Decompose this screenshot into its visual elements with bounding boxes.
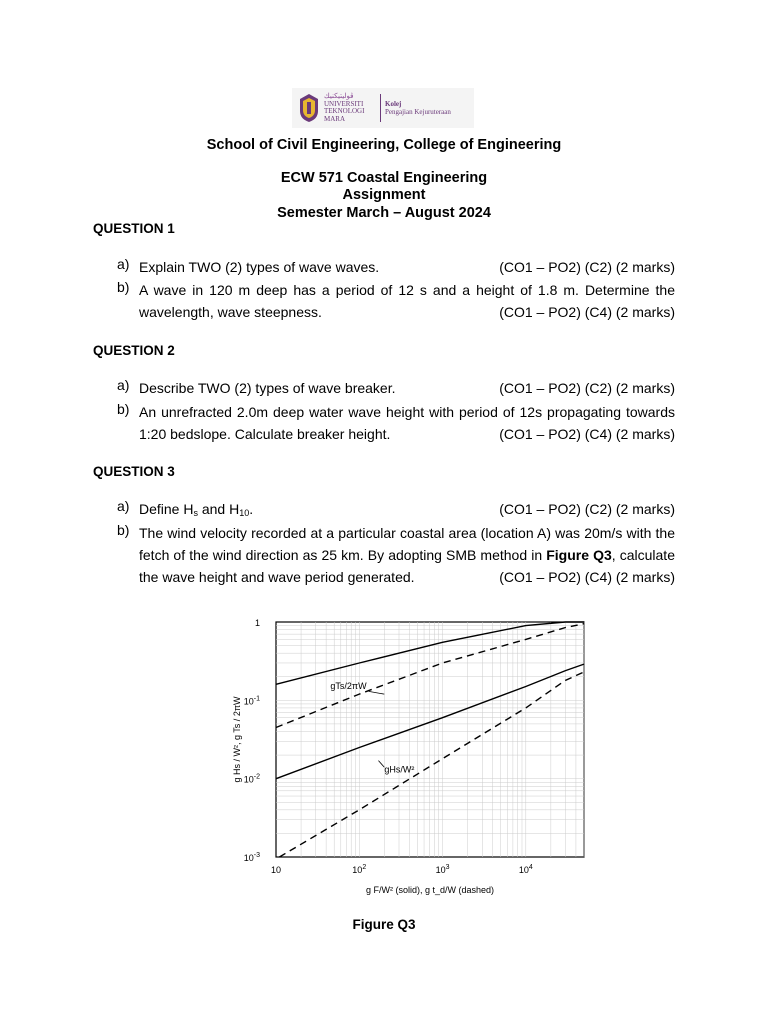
q2b-line-2: 1:20 bedslope. Calculate breaker height.: [139, 426, 391, 442]
q3a-mid: and H: [197, 501, 240, 517]
q2-part-a: [139, 377, 675, 399]
q1-part-b: [139, 279, 675, 323]
q2-part-a-label: a): [117, 377, 130, 393]
q1-part-a-label: a): [117, 256, 130, 272]
q1a-marks: (CO1 – PO2) (C2) (2 marks): [499, 259, 675, 275]
logo-divider: [380, 94, 381, 122]
q3b-line-1: The wind velocity recorded at a particular coastal area (location A) was 20m/s with the: [139, 525, 675, 541]
q3a-sub-s: s: [193, 508, 198, 518]
figure-caption: Figure Q3: [352, 917, 416, 932]
annotation-period: gTs/2πW: [330, 680, 367, 691]
q3b-marks: (CO1 – PO2) (C4) (2 marks): [499, 569, 675, 585]
q2a-text: Describe TWO (2) types of wave breaker.: [139, 380, 396, 396]
question-3-heading: QUESTION 3: [93, 464, 175, 479]
q2-part-b-label: b): [117, 401, 130, 417]
university-logo: [292, 88, 474, 128]
q1a-text: Explain TWO (2) types of wave waves.: [139, 259, 380, 275]
q3-part-a: [139, 498, 675, 520]
y-tick-label: $10^{-1}$: [243, 695, 260, 707]
q2b-marks: (CO1 – PO2) (C4) (2 marks): [499, 426, 675, 442]
y-tick-label: $10^{-3}$: [243, 852, 260, 863]
q1b-marks: (CO1 – PO2) (C4) (2 marks): [499, 304, 675, 320]
school-title: School of Civil Engineering, College of Engineering: [206, 137, 562, 153]
logo-line-1: UNIVERSITI: [324, 99, 364, 108]
y-axis-label: g Hs / W², g Ts / 2πW: [232, 696, 242, 783]
q2-part-b: [139, 401, 675, 445]
x-tick-label: 10: [270, 865, 282, 875]
kolej-subtitle: Pengajian Kejuruteraan: [385, 108, 451, 116]
y-tick-label: $10^{-2}$: [243, 773, 260, 785]
figure-reference: Figure Q3: [546, 547, 612, 563]
assignment-title: Assignment: [342, 187, 426, 203]
q3a-sub-10: 10: [239, 508, 250, 518]
x-tick-label: $10^4$: [518, 864, 533, 875]
q3-part-b-label: b): [117, 522, 130, 538]
smb-chart-svg: [228, 612, 594, 902]
crest-icon: [298, 93, 320, 123]
q2a-marks: (CO1 – PO2) (C2) (2 marks): [499, 380, 675, 396]
smb-chart: [228, 612, 594, 902]
q1b-line-2: wavelength, wave steepness.: [139, 304, 322, 320]
logo-script: ڤوليتيكنيك: [324, 92, 354, 100]
semester-title: Semester March – August 2024: [277, 205, 491, 221]
q3b-line-2: [139, 544, 675, 566]
annotation-height: gHs/W²: [384, 764, 415, 775]
q1b-line-1: A wave in 120 m deep has a period of 12 s and a height of 1.8 m. Determine the: [139, 282, 675, 298]
q3a-marks: (CO1 – PO2) (C2) (2 marks): [499, 501, 675, 517]
y-tick-label: 1: [254, 618, 260, 628]
plot-frame: [276, 622, 584, 857]
q3b-line-2-end: , calculate: [611, 547, 675, 563]
university-name: [324, 93, 376, 123]
q3-part-a-label: a): [117, 498, 130, 514]
logo-line-2: TEKNOLOGI: [324, 107, 365, 115]
x-tick-label: $10^2$: [352, 864, 367, 875]
q3a-prefix: Define H: [139, 501, 194, 517]
course-title: ECW 571 Coastal Engineering: [280, 170, 488, 186]
kolej-name: [385, 100, 451, 116]
q2b-line-1: An unrefracted 2.0m deep water wave height with period of 12s propagating towards: [139, 404, 675, 420]
kolej-title: Kolej: [385, 100, 402, 108]
logo-line-3: MARA: [324, 114, 346, 123]
question-1-heading: QUESTION 1: [93, 221, 175, 236]
q3b-line-3: the wave height and wave period generated.: [139, 569, 415, 585]
q3b-line-2-text: fetch of the wind direction as 25 km. By adopting SMB method in: [139, 547, 547, 563]
x-axis-label: g F/W² (solid), g t_d/W (dashed): [365, 885, 495, 895]
question-2-heading: QUESTION 2: [93, 343, 175, 358]
q3-part-b: [139, 522, 675, 588]
x-tick-label: $10^3$: [435, 864, 450, 875]
q1-part-a: [139, 256, 675, 278]
q1-part-b-label: b): [117, 279, 130, 295]
q3a-suffix: .: [249, 501, 254, 517]
